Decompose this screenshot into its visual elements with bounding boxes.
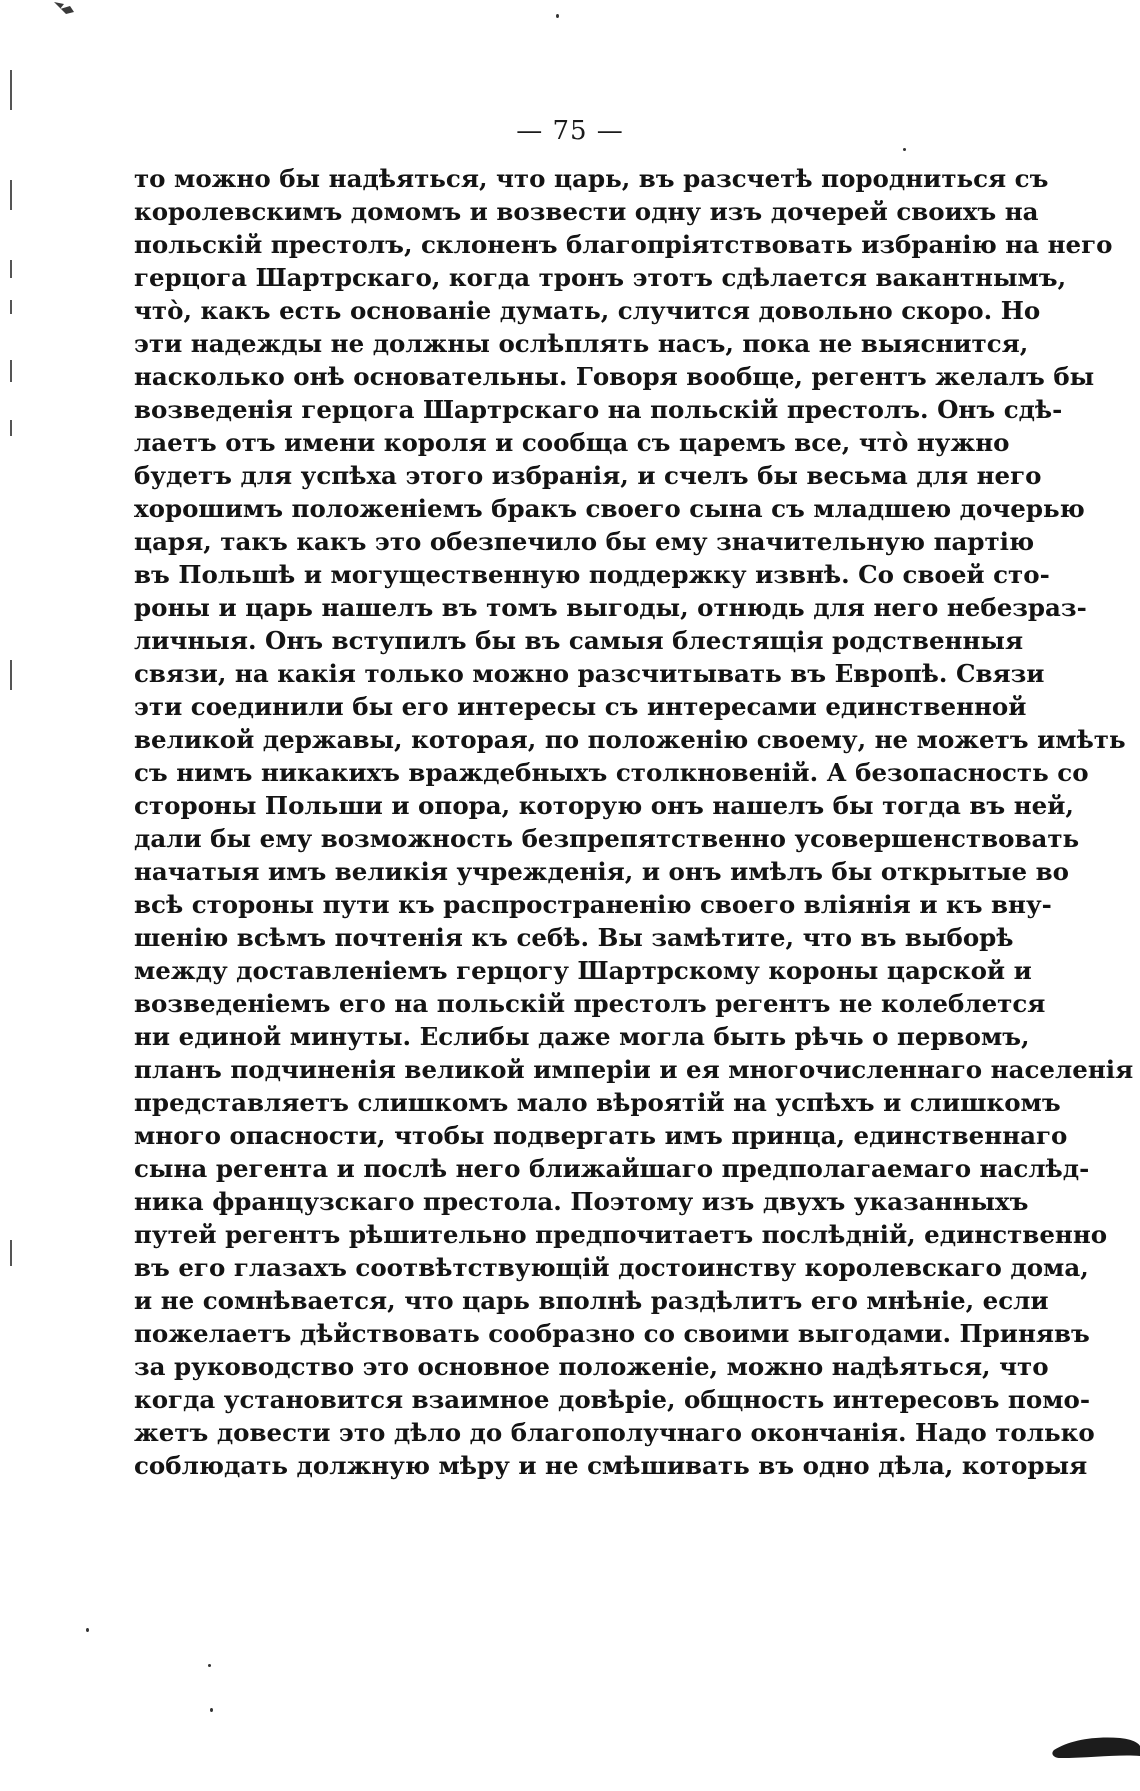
- scan-artifact-margin-marks: [10, 60, 13, 1460]
- text-line: когда установится взаимное довѣріе, общность интересовъ помо-: [134, 1385, 1091, 1414]
- text-line: въ Польшѣ и могущественную поддержку извнѣ. Со своей сто-: [134, 560, 1050, 589]
- body-text: [134, 162, 1134, 1482]
- text-line: возведенія герцога Шартрскаго на польскій престолъ. Онъ сдѣ-: [134, 395, 1063, 424]
- text-line: ни единой минуты. Еслибы даже могла быть рѣчь о первомъ,: [134, 1022, 1030, 1051]
- text-line: царя, такъ какъ это обезпечило бы ему значительную партію: [134, 527, 1035, 556]
- text-line: лаетъ отъ имени короля и сообща съ царемъ все, что̀ нужно: [134, 428, 1010, 457]
- text-line: съ нимъ никакихъ враждебныхъ столкновеній. А безопасность со: [134, 758, 1089, 787]
- text-line: эти соединили бы его интересы съ интересами единственной: [134, 692, 1027, 721]
- text-line: личныя. Онъ вступилъ бы въ самыя блестящія родственныя: [134, 626, 1024, 655]
- text-line: роны и царь нашелъ въ томъ выгоды, отнюдь для него небезраз-: [134, 593, 1087, 622]
- text-line: путей регентъ рѣшительно предпочитаетъ послѣдній, единственно: [134, 1220, 1108, 1249]
- text-line: много опасности, чтобы подвергать имъ принца, единственнаго: [134, 1121, 1068, 1150]
- text-line: насколько онѣ основательны. Говоря вообще, регентъ желалъ бы: [134, 362, 1095, 391]
- text-line: дали бы ему возможность безпрепятственно усовершенствовать: [134, 824, 1080, 853]
- text-line: польскій престолъ, склоненъ благопріятствовать избранію на него: [134, 230, 1113, 259]
- text-line: стороны Польши и опора, которую онъ нашелъ бы тогда въ ней,: [134, 791, 1074, 820]
- text-line: великой державы, которая, по положенію своему, не можетъ имѣть: [134, 725, 1126, 754]
- text-line: за руководство это основное положеніе, можно надѣяться, что: [134, 1352, 1049, 1381]
- text-line: и не сомнѣвается, что царь вполнѣ раздѣлитъ его мнѣніе, если: [134, 1286, 1049, 1315]
- text-line: связи, на какія только можно разсчитывать въ Европѣ. Связи: [134, 659, 1045, 688]
- text-line: будетъ для успѣха этого избранія, и счелъ бы весьма для него: [134, 461, 1042, 490]
- text-line: сына регента и послѣ него ближайшаго предполагаемаго наслѣд-: [134, 1154, 1090, 1183]
- text-line: въ его глазахъ соотвѣтствующій достоинству королевскаго дома,: [134, 1253, 1089, 1282]
- text-line: начатыя имъ великія учрежденія, и онъ имѣлъ бы открытые во: [134, 857, 1069, 886]
- text-line: возведеніемъ его на польскій престолъ регентъ не колеблется: [134, 989, 1046, 1018]
- scan-artifact-speck: [208, 1664, 211, 1667]
- text-line: между доставленіемъ герцогу Шартрскому короны царской и: [134, 956, 1032, 985]
- text-line: что̀, какъ есть основаніе думать, случится довольно скоро. Но: [134, 296, 1041, 325]
- text-line: пожелаетъ дѣйствовать сообразно со своими выгодами. Принявъ: [134, 1319, 1090, 1348]
- text-line: планъ подчиненія великой имперіи и ея многочисленнаго населенія: [134, 1055, 1134, 1084]
- scan-artifact-blot: [1050, 1728, 1140, 1762]
- text-line: шенію всѣмъ почтенія къ себѣ. Вы замѣтите, что въ выборѣ: [134, 923, 1014, 952]
- scan-artifact-speck: [210, 1708, 213, 1712]
- text-line: то можно бы надѣяться, что царь, въ разсчетѣ породниться съ: [134, 164, 1049, 193]
- scan-artifact-corner: [52, 0, 82, 16]
- scan-artifact-speck: [86, 1628, 89, 1632]
- page-number: — 75 —: [516, 116, 624, 146]
- text-line: представляетъ слишкомъ мало вѣроятій на успѣхъ и слишкомъ: [134, 1088, 1061, 1117]
- scan-artifact-speck: [903, 148, 906, 151]
- text-line: хорошимъ положеніемъ бракъ своего сына съ младшею дочерью: [134, 494, 1085, 523]
- text-line: всѣ стороны пути къ распространенію своего вліянія и къ вну-: [134, 890, 1052, 919]
- text-line: герцога Шартрскаго, когда тронъ этотъ сдѣлается вакантнымъ,: [134, 263, 1067, 292]
- scan-artifact-speck: [556, 14, 559, 18]
- text-line: королевскимъ домомъ и возвести одну изъ дочерей своихъ на: [134, 197, 1039, 226]
- text-line: соблюдать должную мѣру и не смѣшивать въ одно дѣла, которыя: [134, 1451, 1088, 1480]
- text-line: ника французскаго престола. Поэтому изъ двухъ указанныхъ: [134, 1187, 1029, 1216]
- text-line: эти надежды не должны ослѣплять насъ, пока не выяснится,: [134, 329, 1029, 358]
- text-line: жетъ довести это дѣло до благополучнаго окончанія. Надо только: [134, 1418, 1095, 1447]
